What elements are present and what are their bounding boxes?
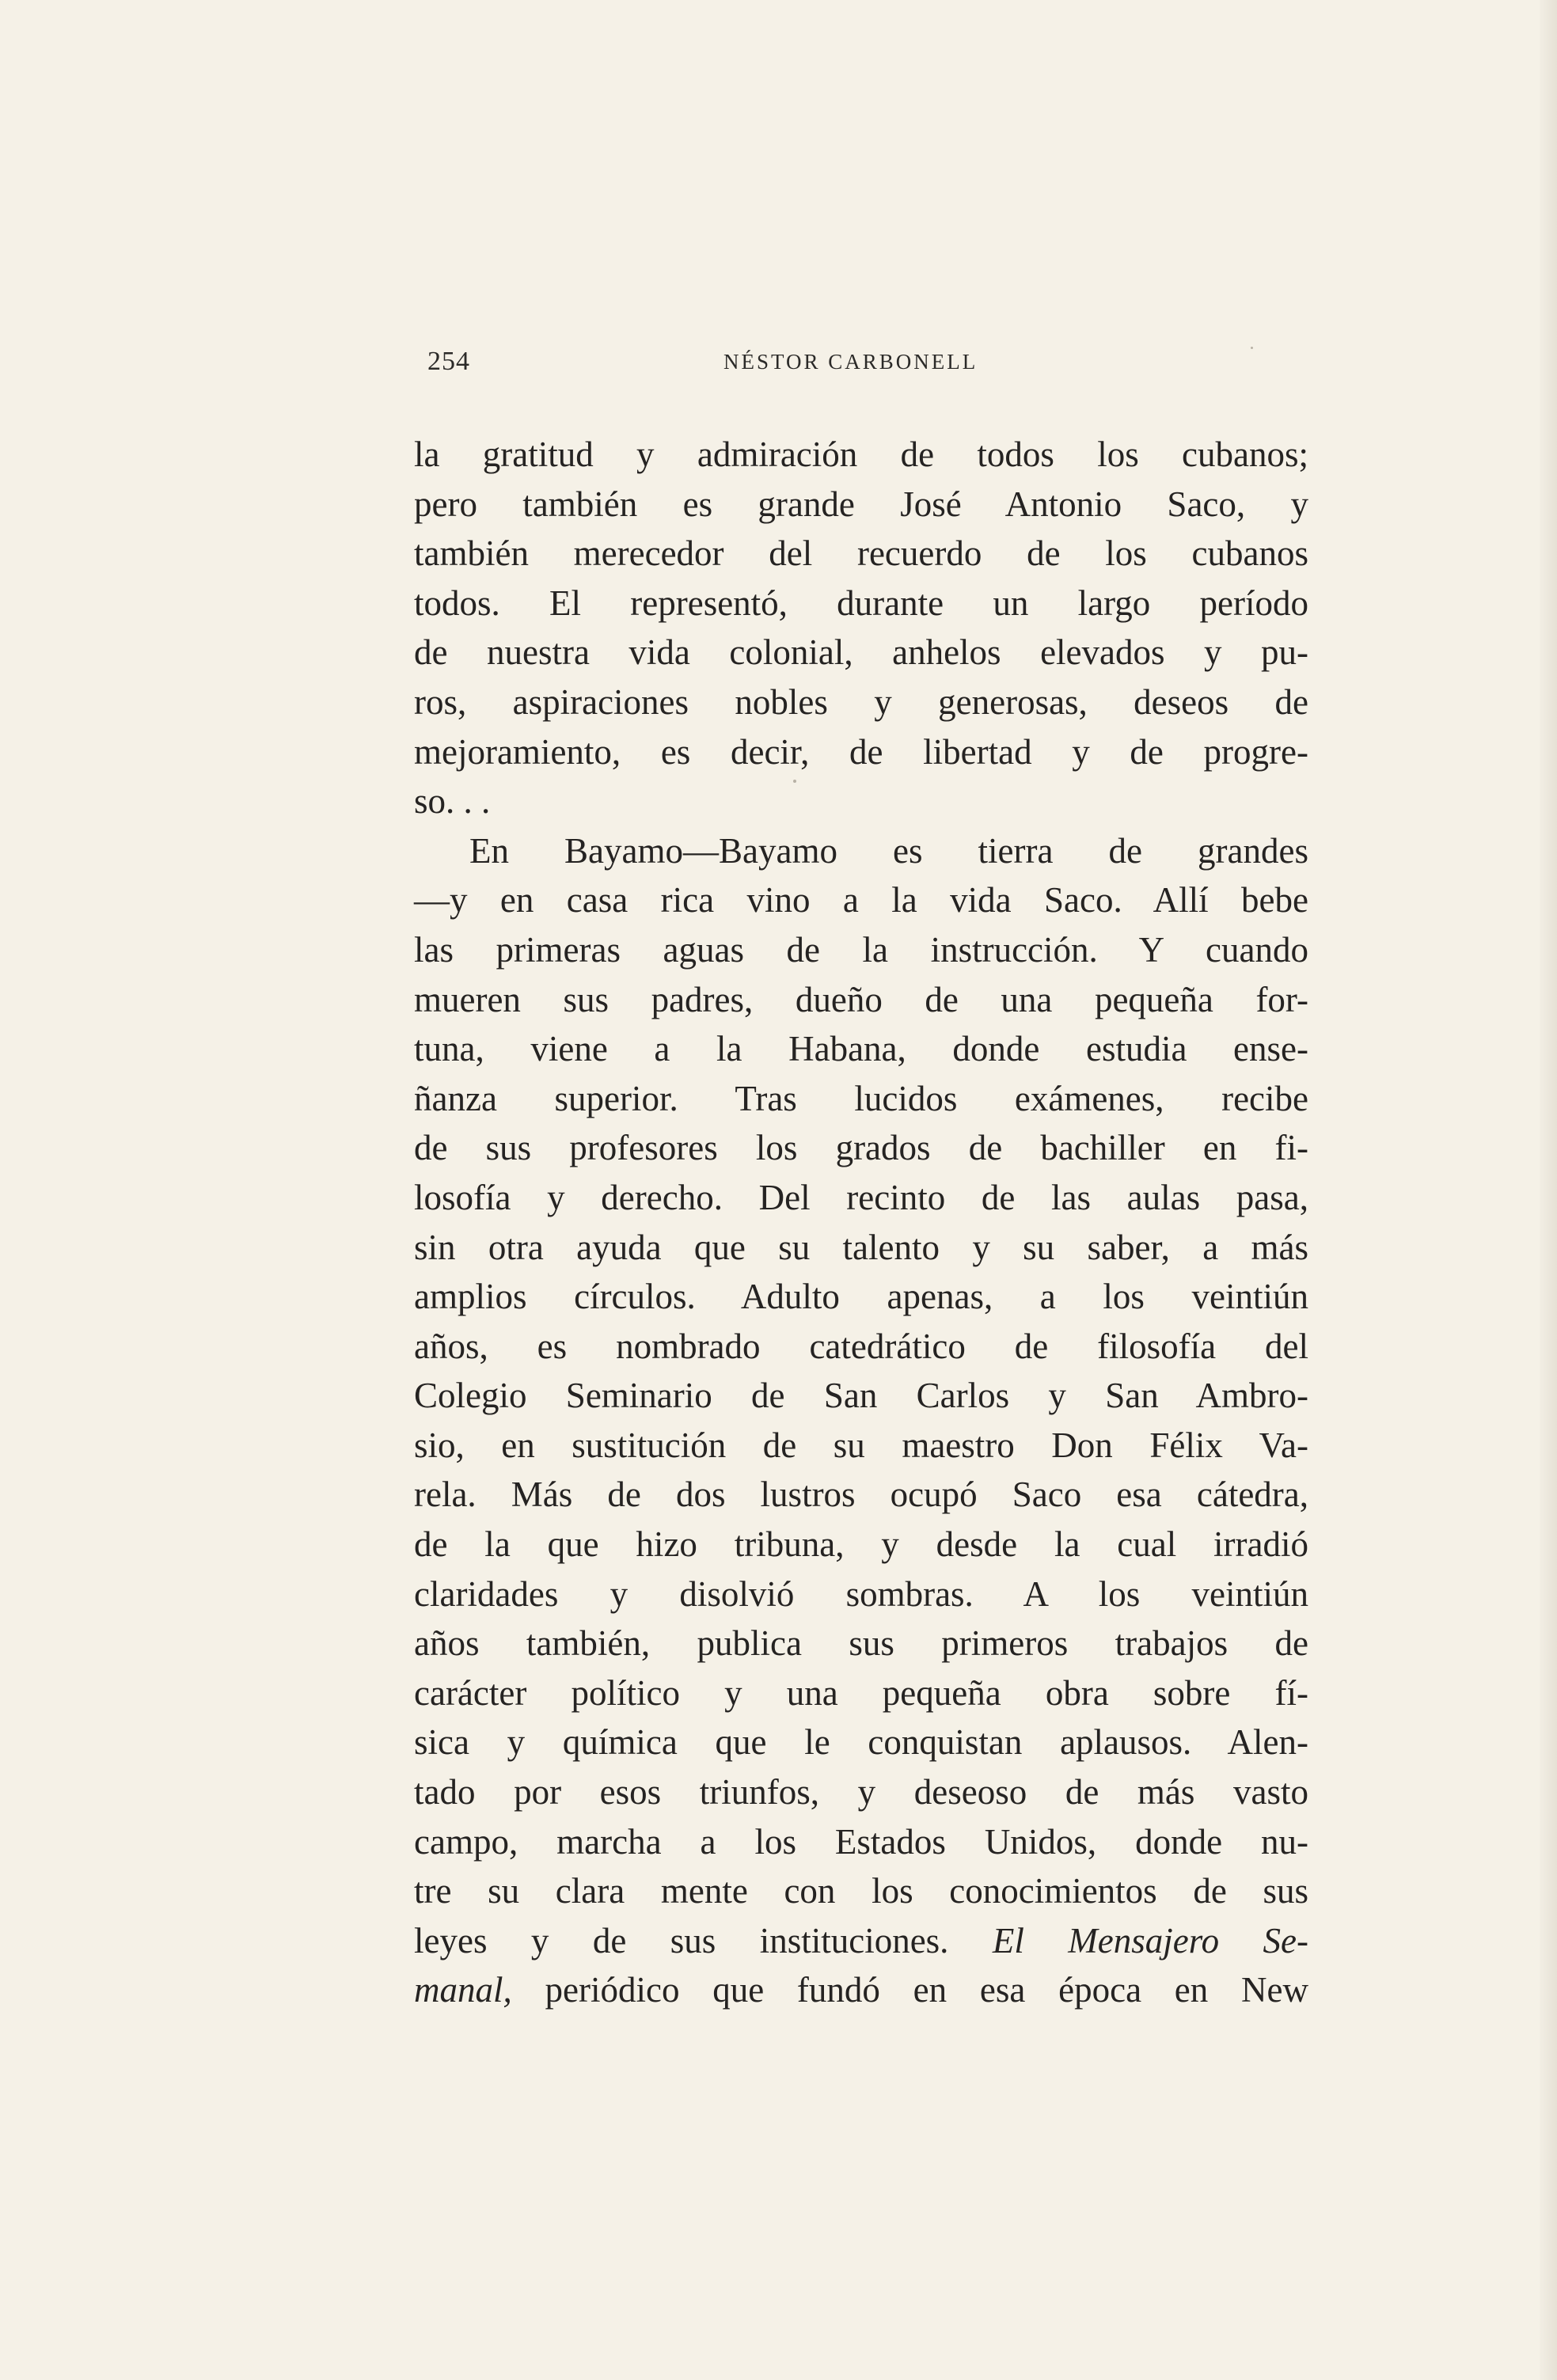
text-line-27: sica y química que le conquistan aplausos. Alen-: [414, 1722, 1308, 1763]
text-line-15: de sus profesores los grados de bachiller en fi-: [414, 1128, 1308, 1168]
text-line-29: campo, marcha a los Estados Unidos, donde nu-: [414, 1821, 1308, 1862]
text-line-12: mueren sus padres, dueño de una pequeña for-: [414, 979, 1308, 1019]
page-edge-shadow: [1540, 0, 1557, 2380]
text-line-32: [414, 1965, 1308, 2015]
text-line-21: sio, en sustitución de su maestro Don Félix Va-: [414, 1425, 1308, 1465]
text-line-1: la gratitud y admiración de todos los cubanos;: [414, 435, 1308, 474]
text-line-28: tado por esos triunfos, y deseoso de más vasto: [414, 1772, 1308, 1813]
text-line-31-italic: El Mensajero Se-: [992, 1920, 1308, 1961]
text-line-10: —y en casa rica vino a la vida Saco. Allí bebe: [414, 880, 1308, 920]
text-line-32-roman: periódico que fundó en esa época en New: [511, 1970, 1308, 2010]
text-line-14: ñanza superior. Tras lucidos exámenes, recibe: [414, 1078, 1308, 1118]
body-text: [414, 430, 1308, 2015]
text-line-5: de nuestra vida colonial, anhelos elevados y pu-: [414, 632, 1308, 673]
text-line-24: claridades y disolvió sombras. A los veintiún: [414, 1573, 1308, 1614]
running-header: [412, 347, 1306, 386]
text-line-3: también merecedor del recuerdo de los cubanos: [414, 533, 1308, 574]
text-line-7: mejoramiento, es decir, de libertad y de progre-: [414, 731, 1308, 772]
text-line-8: so. . .: [414, 781, 491, 822]
text-line-26: carácter político y una pequeña obra sobre fí-: [414, 1672, 1308, 1713]
page-number: 254: [427, 347, 470, 376]
text-line-4: todos. El representó, durante un largo período: [414, 583, 1308, 623]
text-line-25: años también, publica sus primeros trabajos de: [414, 1623, 1308, 1664]
text-line-30: tre su clara mente con los conocimientos de sus: [414, 1871, 1308, 1911]
text-line-32-italic: manal,: [414, 1970, 512, 2010]
text-line-17: sin otra ayuda que su talento y su saber, a más: [414, 1227, 1308, 1267]
text-line-23: de la que hizo tribuna, y desde la cual irradió: [414, 1524, 1308, 1565]
text-line-31-roman: leyes y de sus instituciones.: [414, 1920, 993, 1961]
text-line-2: pero también es grande José Antonio Saco, y: [414, 484, 1308, 524]
text-line-20: Colegio Seminario de San Carlos y San Ambro-: [414, 1376, 1308, 1416]
text-line-19: años, es nombrado catedrático de filosofía del: [414, 1326, 1308, 1366]
text-line-11: las primeras aguas de la instrucción. Y cuando: [414, 929, 1308, 970]
text-line-18: amplios círculos. Adulto apenas, a los veintiún: [414, 1277, 1308, 1317]
paper-speck: [1251, 347, 1253, 349]
running-head-author: NÉSTOR CARBONELL: [723, 350, 978, 374]
paper-speck: [793, 780, 796, 783]
text-line-16: losofía y derecho. Del recinto de las aulas pasa,: [414, 1177, 1308, 1217]
text-line-13: tuna, viene a la Habana, donde estudia ense-: [414, 1029, 1308, 1069]
text-line-6: ros, aspiraciones nobles y generosas, deseos de: [414, 681, 1308, 722]
text-line-31: [414, 1916, 1308, 1966]
text-line-9: En Bayamo—Bayamo es tierra de grandes: [469, 830, 1308, 871]
text-line-22: rela. Más de dos lustros ocupó Saco esa cátedra,: [414, 1475, 1308, 1515]
